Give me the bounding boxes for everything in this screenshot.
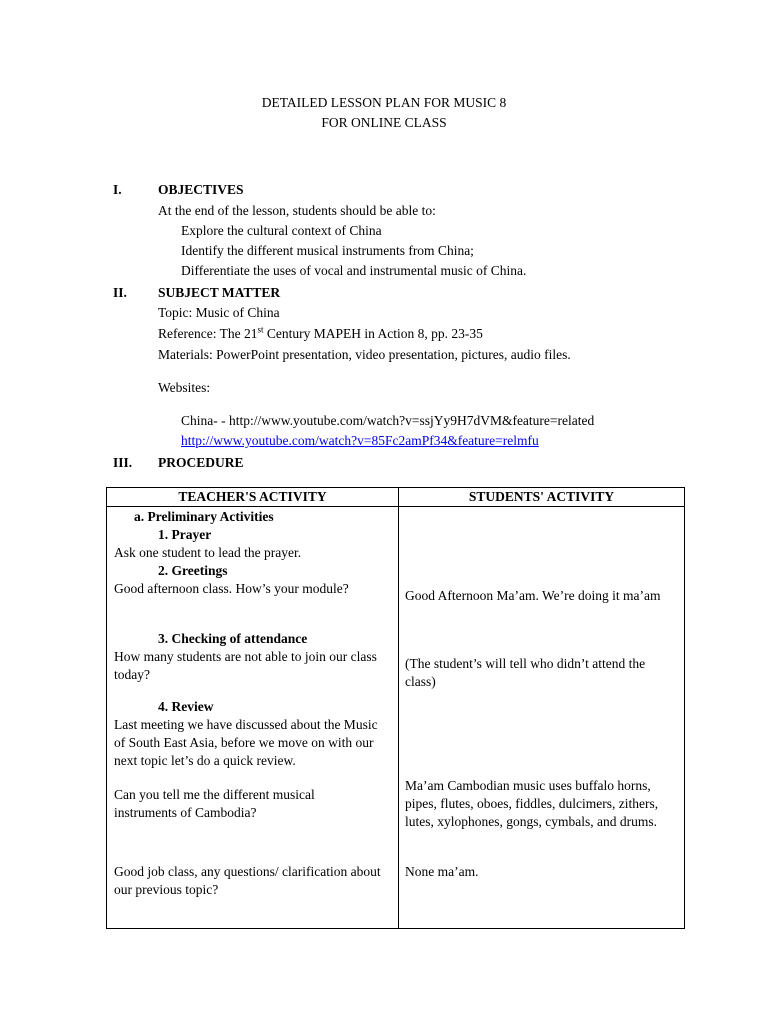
reference-superscript: st <box>257 324 264 335</box>
table-header-row <box>107 488 685 507</box>
procedure-heading: PROCEDURE <box>158 455 244 470</box>
subject-matter-heading: SUBJECT MATTER <box>158 285 281 300</box>
procedure-table <box>106 487 685 929</box>
objectives-numeral: I. <box>113 182 122 197</box>
website-link-2[interactable]: http://www.youtube.com/watch?v=85Fc2amPf34&feature=relmfu <box>181 433 539 448</box>
greetings-heading: 2. Greetings <box>158 563 228 578</box>
review-text: Last meeting we have discussed about the Music of South East Asia, before we move on with our next topic let’s do a quick review. <box>114 717 378 768</box>
review-question: Can you tell me the different musical instruments of Cambodia? <box>114 787 315 820</box>
reference-text-before: Reference: The 21 <box>158 326 258 341</box>
students-activity-cell <box>399 507 685 929</box>
review-heading: 4. Review <box>158 699 214 714</box>
prayer-text: Ask one student to lead the prayer. <box>114 545 302 560</box>
website-link-1: China- - http://www.youtube.com/watch?v=ssjYy9H7dVM&feature=related <box>181 413 595 428</box>
greetings-reply: Good Afternoon Ma’am. We’re doing it ma’am <box>405 588 661 603</box>
greetings-text: Good afternoon class. How’s your module? <box>114 581 349 596</box>
websites-label: Websites: <box>158 380 211 395</box>
table-row <box>107 507 685 929</box>
objectives-intro: At the end of the lesson, students should be able to: <box>158 203 436 218</box>
objectives-heading: OBJECTIVES <box>158 182 244 197</box>
document-title-line1: DETAILED LESSON PLAN FOR MUSIC 8 <box>261 95 507 110</box>
procedure-numeral: III. <box>113 455 133 470</box>
subject-topic: Topic: Music of China <box>158 305 280 320</box>
review-reply: Ma’am Cambodian music uses buffalo horns, pipes, flutes, oboes, fiddles, dulcimers, zithers, lutes, xylophones, gongs, cymbals, and drums. <box>405 778 659 829</box>
subject-matter-numeral: II. <box>113 285 127 300</box>
students-activity-header: STUDENTS' ACTIVITY <box>399 488 685 507</box>
attendance-heading: 3. Checking of attendance <box>158 631 308 646</box>
prayer-heading: 1. Prayer <box>158 527 212 542</box>
objective-item-1: Explore the cultural context of China <box>181 223 382 238</box>
subject-materials: Materials: PowerPoint presentation, video presentation, pictures, audio files. <box>158 347 571 362</box>
closing-reply: None ma’am. <box>405 864 479 879</box>
objective-item-2: Identify the different musical instruments from China; <box>181 243 474 258</box>
subject-reference <box>158 325 483 343</box>
objective-item-3: Differentiate the uses of vocal and instrumental music of China. <box>181 263 527 278</box>
reference-text-after: Century MAPEH in Action 8, pp. 23-35 <box>263 326 483 341</box>
teacher-activity-cell <box>107 507 399 929</box>
attendance-reply: (The student’s will tell who didn’t attend the class) <box>405 656 646 689</box>
prelim-heading: a. Preliminary Activities <box>134 509 274 524</box>
teacher-activity-header: TEACHER'S ACTIVITY <box>107 488 399 507</box>
document-title-line2: FOR ONLINE CLASS <box>321 115 447 130</box>
attendance-text: How many students are not able to join our class today? <box>114 649 377 682</box>
closing-question: Good job class, any questions/ clarification about our previous topic? <box>114 864 381 897</box>
